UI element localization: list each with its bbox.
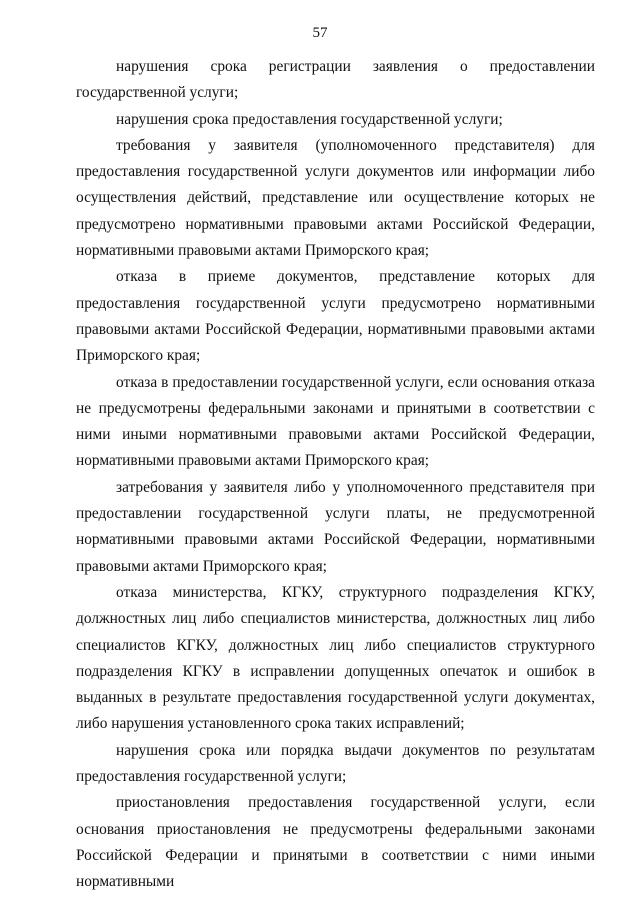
- paragraph-issuance-violation: нарушения срока или порядка выдачи документов по результатам предоставления государственной услуги;: [76, 741, 595, 786]
- paragraph-service-suspension: приостановления предоставления государственной услуги, если основания приостановления не предусмотрены федеральными законами Российской Федерации и принятыми в соответствии с ними иными нормативными: [76, 794, 595, 891]
- paragraph-service-refusal: отказа в предоставлении государственной услуги, если основания отказа не предусмотрены федеральными законами и принятыми в соответствии с ними иными нормативными правовыми актами Российской Федерации, нормативными правовыми актами Приморского края;: [76, 373, 595, 470]
- paragraph-service-deadline: нарушения срока предоставления государственной услуги;: [116, 110, 503, 128]
- document-body: [76, 54, 595, 896]
- paragraph-fee-demand: затребования у заявителя либо у уполномоченного представителя при предоставлении государственной услуги платы, не предусмотренной нормативными правовыми актами Российской Федерации, нормативными правовыми актами Приморского края;: [76, 478, 595, 575]
- page-number: 57: [312, 25, 328, 41]
- paragraph-correction-refusal: отказа министерства, КГКУ, структурного подразделения КГКУ, должностных лиц либо специалистов министерства, должностных лиц либо специалистов КГКУ, должностных лиц либо специалистов структурного подразделения КГКУ в исправлении допущенных опечаток и ошибок в выданных в результате предоставления государственной услуги документах, либо нарушения установленного срока таких исправлений;: [76, 583, 595, 733]
- paragraph-document-refusal: отказа в приеме документов, представление которых для предоставления государственной услуги предусмотрено нормативными правовыми актами Российской Федерации, нормативными правовыми актами Приморского края;: [76, 268, 595, 365]
- paragraph-document-requirements: требования у заявителя (уполномоченного представителя) для предоставления государственной услуги документов или информации либо осуществления действий, представление или осуществление которых не предусмотрено нормативными правовыми актами Российской Федерации, нормативными правовыми актами Приморского края;: [76, 136, 595, 260]
- paragraph-registration-deadline: нарушения срока регистрации заявления о предоставлении государственной услуги;: [76, 58, 595, 102]
